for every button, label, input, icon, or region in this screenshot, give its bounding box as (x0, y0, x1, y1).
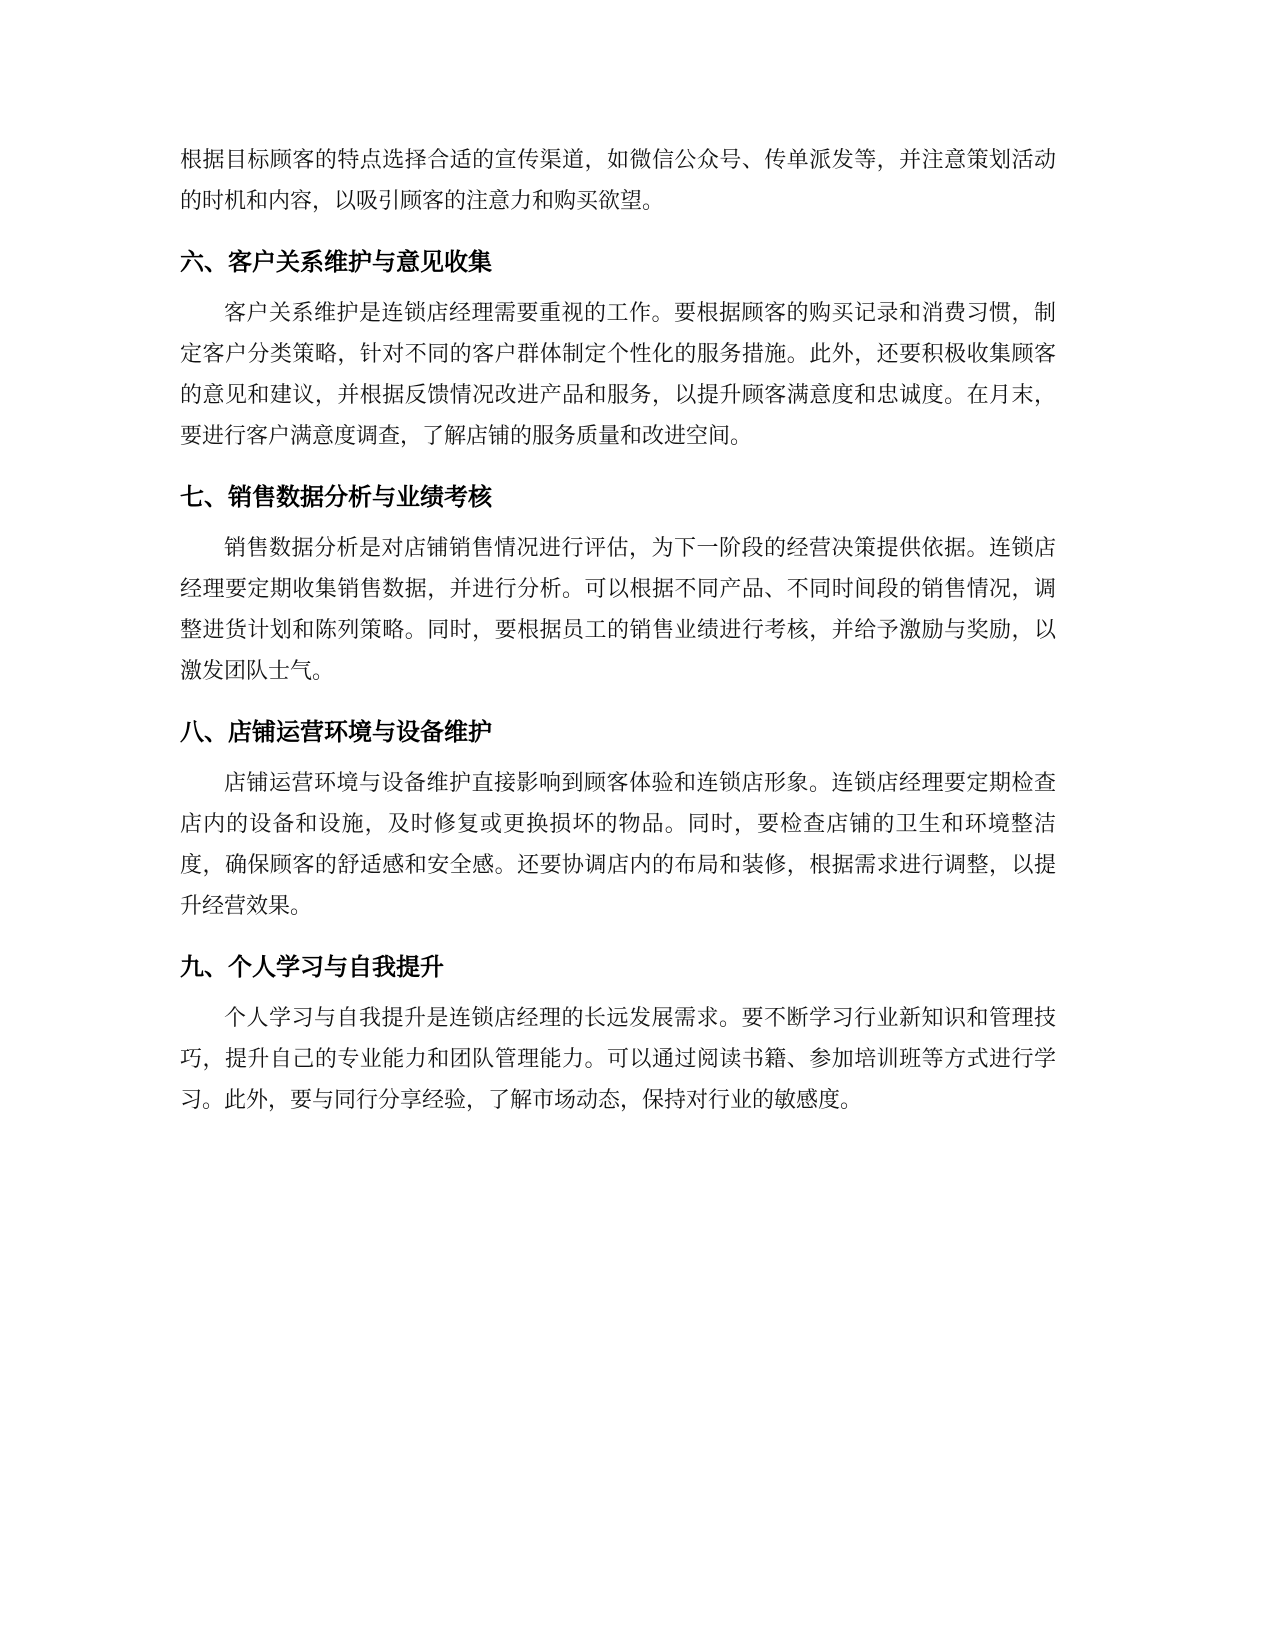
document-page (180, 140, 1056, 1121)
section-self-improvement (180, 949, 1056, 1121)
section-body: 个人学习与自我提升是连锁店经理的长远发展需求。要不断学习行业新知识和管理技巧，提升自己的专业能力和团队管理能力。可以通过阅读书籍、参加培训班等方式进行学习。此外，要与同行分享经验，了解市场动态，保持对行业的敏感度。 (180, 1006, 1056, 1113)
section-heading: 九、个人学习与自我提升 (180, 953, 444, 981)
section-body: 销售数据分析是对店铺销售情况进行评估，为下一阶段的经营决策提供依据。连锁店经理要定期收集销售数据，并进行分析。可以根据不同产品、不同时间段的销售情况，调整进货计划和陈列策略。同时，要根据员工的销售业绩进行考核，并给予激励与奖励，以激发团队士气。 (180, 536, 1056, 684)
section-customer-relations (180, 244, 1056, 457)
section-sales-analysis (180, 479, 1056, 692)
section-heading: 六、客户关系维护与意见收集 (180, 248, 492, 276)
section-heading: 七、销售数据分析与业绩考核 (180, 483, 492, 511)
section-heading: 八、店铺运营环境与设备维护 (180, 718, 492, 746)
section-store-environment (180, 714, 1056, 927)
section-body: 店铺运营环境与设备维护直接影响到顾客体验和连锁店形象。连锁店经理要定期检查店内的设备和设施，及时修复或更换损坏的物品。同时，要检查店铺的卫生和环境整洁度，确保顾客的舒适感和安全感。还要协调店内的布局和装修，根据需求进行调整，以提升经营效果。 (180, 771, 1056, 919)
section-body: 客户关系维护是连锁店经理需要重视的工作。要根据顾客的购买记录和消费习惯，制定客户分类策略，针对不同的客户群体制定个性化的服务措施。此外，还要积极收集顾客的意见和建议，并根据反馈情况改进产品和服务，以提升顾客满意度和忠诚度。在月末，要进行客户满意度调查，了解店铺的服务质量和改进空间。 (180, 301, 1056, 449)
intro-paragraph: 根据目标顾客的特点选择合适的宣传渠道，如微信公众号、传单派发等，并注意策划活动的时机和内容，以吸引顾客的注意力和购买欲望。 (180, 148, 1056, 214)
